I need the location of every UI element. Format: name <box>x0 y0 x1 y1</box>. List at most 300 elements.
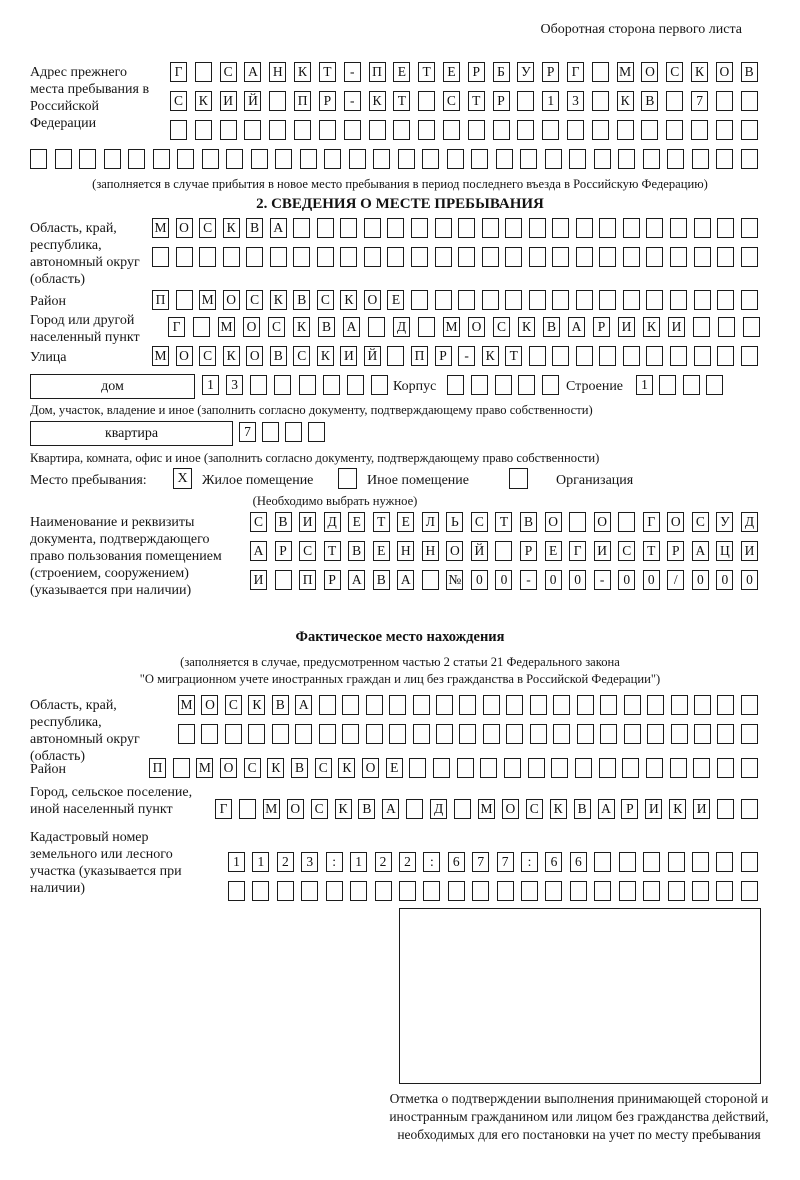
stay-type-checkbox-organization[interactable] <box>509 468 528 489</box>
char-box[interactable]: С <box>199 218 216 238</box>
char-box[interactable]: В <box>741 62 758 82</box>
char-box[interactable] <box>643 149 660 169</box>
char-box[interactable] <box>170 120 187 140</box>
char-box[interactable] <box>458 247 475 267</box>
char-box[interactable]: 0 <box>495 570 512 590</box>
char-box[interactable]: К <box>369 91 386 111</box>
char-box[interactable] <box>422 570 439 590</box>
char-box[interactable] <box>599 218 616 238</box>
char-box[interactable] <box>741 758 758 778</box>
char-box[interactable]: П <box>411 346 428 366</box>
char-box[interactable]: В <box>275 512 292 532</box>
char-box[interactable] <box>178 724 195 744</box>
char-box[interactable]: : <box>326 852 343 872</box>
char-box[interactable]: В <box>641 91 658 111</box>
char-box[interactable] <box>683 375 700 395</box>
char-box[interactable]: 1 <box>350 852 367 872</box>
char-box[interactable]: Т <box>393 91 410 111</box>
char-box[interactable] <box>694 290 711 310</box>
char-box[interactable] <box>447 149 464 169</box>
char-box[interactable]: Ь <box>446 512 463 532</box>
char-box[interactable] <box>576 218 593 238</box>
char-box[interactable] <box>495 375 512 395</box>
char-box[interactable] <box>458 290 475 310</box>
char-box[interactable]: В <box>520 512 537 532</box>
char-box[interactable] <box>520 149 537 169</box>
char-box[interactable] <box>716 149 733 169</box>
char-box[interactable]: Г <box>215 799 232 819</box>
char-box[interactable]: Р <box>324 570 341 590</box>
char-box[interactable]: С <box>246 290 263 310</box>
char-box[interactable]: М <box>152 346 169 366</box>
char-box[interactable] <box>716 91 733 111</box>
char-box[interactable] <box>670 247 687 267</box>
char-box[interactable] <box>592 91 609 111</box>
char-box[interactable]: О <box>246 346 263 366</box>
char-box[interactable]: М <box>263 799 280 819</box>
char-box[interactable] <box>295 724 312 744</box>
char-box[interactable]: С <box>311 799 328 819</box>
char-box[interactable] <box>202 149 219 169</box>
char-box[interactable] <box>225 724 242 744</box>
char-box[interactable] <box>552 218 569 238</box>
char-box[interactable] <box>641 120 658 140</box>
char-box[interactable]: М <box>152 218 169 238</box>
char-box[interactable]: / <box>667 570 684 590</box>
char-box[interactable] <box>398 149 415 169</box>
char-box[interactable] <box>671 695 688 715</box>
char-box[interactable] <box>741 218 758 238</box>
char-box[interactable] <box>319 695 336 715</box>
char-box[interactable]: В <box>358 799 375 819</box>
char-box[interactable] <box>670 218 687 238</box>
char-box[interactable]: М <box>443 317 460 337</box>
char-box[interactable] <box>716 120 733 140</box>
char-box[interactable] <box>223 247 240 267</box>
char-box[interactable]: О <box>176 218 193 238</box>
char-box[interactable]: Т <box>324 541 341 561</box>
char-box[interactable]: С <box>471 512 488 532</box>
char-box[interactable] <box>667 149 684 169</box>
char-box[interactable] <box>659 375 676 395</box>
char-box[interactable] <box>666 120 683 140</box>
char-box[interactable] <box>389 724 406 744</box>
char-box[interactable]: 3 <box>226 375 243 395</box>
char-box[interactable] <box>368 317 385 337</box>
char-box[interactable]: Р <box>593 317 610 337</box>
char-box[interactable]: 1 <box>636 375 653 395</box>
char-box[interactable] <box>497 881 514 901</box>
char-box[interactable] <box>482 247 499 267</box>
char-box[interactable]: К <box>223 218 240 238</box>
char-box[interactable]: Е <box>386 758 403 778</box>
char-box[interactable] <box>418 120 435 140</box>
char-box[interactable] <box>569 149 586 169</box>
char-box[interactable]: 1 <box>228 852 245 872</box>
char-box[interactable] <box>272 724 289 744</box>
char-box[interactable] <box>55 149 72 169</box>
char-box[interactable] <box>592 62 609 82</box>
char-box[interactable] <box>228 881 245 901</box>
char-box[interactable]: Н <box>397 541 414 561</box>
char-box[interactable] <box>393 120 410 140</box>
char-box[interactable]: К <box>293 317 310 337</box>
char-box[interactable] <box>293 218 310 238</box>
char-box[interactable]: Г <box>569 541 586 561</box>
char-box[interactable]: М <box>478 799 495 819</box>
char-box[interactable] <box>347 375 364 395</box>
char-box[interactable]: Р <box>542 62 559 82</box>
char-box[interactable] <box>471 149 488 169</box>
char-box[interactable]: М <box>199 290 216 310</box>
char-box[interactable] <box>741 346 758 366</box>
char-box[interactable] <box>599 758 616 778</box>
char-box[interactable] <box>317 247 334 267</box>
char-box[interactable] <box>411 218 428 238</box>
char-box[interactable]: - <box>520 570 537 590</box>
stay-type-checkbox-residential[interactable]: X <box>173 468 192 489</box>
char-box[interactable] <box>671 724 688 744</box>
char-box[interactable] <box>567 120 584 140</box>
char-box[interactable] <box>646 346 663 366</box>
char-box[interactable] <box>545 881 562 901</box>
char-box[interactable] <box>529 218 546 238</box>
char-box[interactable] <box>741 881 758 901</box>
char-box[interactable]: К <box>338 758 355 778</box>
char-box[interactable] <box>741 91 758 111</box>
char-box[interactable]: С <box>317 290 334 310</box>
char-box[interactable] <box>717 799 734 819</box>
char-box[interactable] <box>447 375 464 395</box>
char-box[interactable] <box>435 290 452 310</box>
char-box[interactable]: А <box>568 317 585 337</box>
char-box[interactable] <box>666 91 683 111</box>
char-box[interactable]: О <box>446 541 463 561</box>
char-box[interactable]: - <box>458 346 475 366</box>
char-box[interactable]: П <box>369 62 386 82</box>
char-box[interactable]: А <box>295 695 312 715</box>
char-box[interactable]: В <box>348 541 365 561</box>
char-box[interactable] <box>201 724 218 744</box>
char-box[interactable]: Р <box>468 62 485 82</box>
char-box[interactable]: И <box>220 91 237 111</box>
char-box[interactable]: О <box>468 317 485 337</box>
char-box[interactable]: У <box>517 62 534 82</box>
char-box[interactable]: С <box>268 317 285 337</box>
char-box[interactable] <box>275 149 292 169</box>
char-box[interactable] <box>324 149 341 169</box>
char-box[interactable] <box>30 149 47 169</box>
char-box[interactable] <box>482 218 499 238</box>
char-box[interactable]: 6 <box>545 852 562 872</box>
char-box[interactable] <box>624 695 641 715</box>
char-box[interactable]: К <box>270 290 287 310</box>
char-box[interactable] <box>505 290 522 310</box>
char-box[interactable] <box>691 120 708 140</box>
char-box[interactable]: К <box>482 346 499 366</box>
char-box[interactable] <box>483 724 500 744</box>
char-box[interactable]: Д <box>324 512 341 532</box>
char-box[interactable] <box>468 120 485 140</box>
char-box[interactable] <box>239 799 256 819</box>
char-box[interactable] <box>594 149 611 169</box>
char-box[interactable]: 1 <box>202 375 219 395</box>
char-box[interactable] <box>716 881 733 901</box>
char-box[interactable]: О <box>287 799 304 819</box>
char-box[interactable] <box>387 346 404 366</box>
char-box[interactable] <box>517 120 534 140</box>
char-box[interactable] <box>350 881 367 901</box>
char-box[interactable] <box>342 724 359 744</box>
char-box[interactable]: 0 <box>692 570 709 590</box>
char-box[interactable]: К <box>195 91 212 111</box>
char-box[interactable] <box>623 290 640 310</box>
char-box[interactable] <box>300 149 317 169</box>
char-box[interactable]: Г <box>567 62 584 82</box>
char-box[interactable] <box>250 375 267 395</box>
char-box[interactable] <box>576 346 593 366</box>
char-box[interactable]: В <box>574 799 591 819</box>
char-box[interactable] <box>369 120 386 140</box>
char-box[interactable] <box>411 290 428 310</box>
char-box[interactable] <box>692 852 709 872</box>
char-box[interactable]: О <box>362 758 379 778</box>
char-box[interactable] <box>422 149 439 169</box>
char-box[interactable] <box>599 290 616 310</box>
char-box[interactable]: Р <box>621 799 638 819</box>
char-box[interactable] <box>647 695 664 715</box>
char-box[interactable]: С <box>199 346 216 366</box>
char-box[interactable]: 1 <box>542 91 559 111</box>
char-box[interactable] <box>251 149 268 169</box>
char-box[interactable] <box>340 218 357 238</box>
char-box[interactable] <box>530 695 547 715</box>
char-box[interactable] <box>530 724 547 744</box>
char-box[interactable] <box>741 852 758 872</box>
char-box[interactable] <box>717 724 734 744</box>
char-box[interactable] <box>694 218 711 238</box>
char-box[interactable] <box>670 346 687 366</box>
char-box[interactable] <box>413 724 430 744</box>
char-box[interactable] <box>623 247 640 267</box>
char-box[interactable] <box>472 881 489 901</box>
char-box[interactable]: К <box>617 91 634 111</box>
char-box[interactable] <box>617 120 634 140</box>
char-box[interactable]: Г <box>643 512 660 532</box>
char-box[interactable] <box>694 695 711 715</box>
char-box[interactable]: М <box>218 317 235 337</box>
char-box[interactable] <box>670 758 687 778</box>
char-box[interactable]: - <box>344 91 361 111</box>
char-box[interactable] <box>323 375 340 395</box>
char-box[interactable]: Р <box>520 541 537 561</box>
char-box[interactable]: Г <box>168 317 185 337</box>
char-box[interactable] <box>326 881 343 901</box>
char-box[interactable] <box>269 120 286 140</box>
char-box[interactable] <box>741 290 758 310</box>
char-box[interactable]: 2 <box>399 852 416 872</box>
char-box[interactable] <box>409 758 426 778</box>
char-box[interactable]: Г <box>170 62 187 82</box>
char-box[interactable] <box>364 247 381 267</box>
char-box[interactable] <box>193 317 210 337</box>
char-box[interactable] <box>619 881 636 901</box>
char-box[interactable]: 2 <box>277 852 294 872</box>
char-box[interactable] <box>495 541 512 561</box>
char-box[interactable]: А <box>598 799 615 819</box>
char-box[interactable]: : <box>423 852 440 872</box>
char-box[interactable] <box>718 317 735 337</box>
char-box[interactable] <box>692 881 709 901</box>
char-box[interactable] <box>413 695 430 715</box>
char-box[interactable] <box>220 120 237 140</box>
char-box[interactable] <box>570 881 587 901</box>
char-box[interactable] <box>506 695 523 715</box>
char-box[interactable] <box>418 317 435 337</box>
char-box[interactable] <box>436 695 453 715</box>
char-box[interactable] <box>717 290 734 310</box>
char-box[interactable]: С <box>315 758 332 778</box>
char-box[interactable]: 7 <box>472 852 489 872</box>
char-box[interactable]: 2 <box>375 852 392 872</box>
char-box[interactable]: К <box>294 62 311 82</box>
char-box[interactable] <box>79 149 96 169</box>
char-box[interactable] <box>741 120 758 140</box>
char-box[interactable] <box>576 290 593 310</box>
char-box[interactable]: В <box>270 346 287 366</box>
char-box[interactable] <box>694 247 711 267</box>
char-box[interactable] <box>575 758 592 778</box>
char-box[interactable] <box>706 375 723 395</box>
char-box[interactable] <box>443 120 460 140</box>
char-box[interactable] <box>529 247 546 267</box>
char-box[interactable] <box>411 247 428 267</box>
char-box[interactable] <box>294 120 311 140</box>
char-box[interactable]: И <box>250 570 267 590</box>
char-box[interactable] <box>694 724 711 744</box>
char-box[interactable] <box>454 799 471 819</box>
char-box[interactable] <box>301 881 318 901</box>
char-box[interactable]: : <box>521 852 538 872</box>
char-box[interactable]: Б <box>493 62 510 82</box>
char-box[interactable] <box>406 799 423 819</box>
char-box[interactable]: Д <box>393 317 410 337</box>
char-box[interactable] <box>577 724 594 744</box>
char-box[interactable] <box>349 149 366 169</box>
char-box[interactable] <box>553 724 570 744</box>
char-box[interactable] <box>246 247 263 267</box>
char-box[interactable]: В <box>272 695 289 715</box>
char-box[interactable] <box>643 852 660 872</box>
char-box[interactable]: О <box>545 512 562 532</box>
char-box[interactable]: И <box>618 317 635 337</box>
char-box[interactable]: 1 <box>252 852 269 872</box>
char-box[interactable] <box>423 881 440 901</box>
char-box[interactable] <box>529 290 546 310</box>
char-box[interactable] <box>308 422 325 442</box>
char-box[interactable]: С <box>293 346 310 366</box>
char-box[interactable] <box>389 695 406 715</box>
char-box[interactable]: У <box>716 512 733 532</box>
char-box[interactable] <box>418 91 435 111</box>
char-box[interactable] <box>252 881 269 901</box>
char-box[interactable] <box>600 695 617 715</box>
char-box[interactable]: Р <box>493 91 510 111</box>
char-box[interactable]: П <box>149 758 166 778</box>
char-box[interactable]: Т <box>643 541 660 561</box>
char-box[interactable]: Т <box>418 62 435 82</box>
char-box[interactable] <box>195 120 212 140</box>
char-box[interactable]: И <box>645 799 662 819</box>
char-box[interactable]: Ц <box>716 541 733 561</box>
char-box[interactable]: К <box>317 346 334 366</box>
char-box[interactable] <box>387 247 404 267</box>
char-box[interactable] <box>176 290 193 310</box>
char-box[interactable]: А <box>270 218 287 238</box>
char-box[interactable] <box>299 375 316 395</box>
char-box[interactable] <box>505 247 522 267</box>
char-box[interactable] <box>153 149 170 169</box>
char-box[interactable]: О <box>716 62 733 82</box>
char-box[interactable]: С <box>618 541 635 561</box>
char-box[interactable] <box>459 695 476 715</box>
char-box[interactable] <box>693 758 710 778</box>
char-box[interactable]: С <box>170 91 187 111</box>
char-box[interactable] <box>670 290 687 310</box>
char-box[interactable]: - <box>594 570 611 590</box>
char-box[interactable] <box>496 149 513 169</box>
char-box[interactable] <box>717 218 734 238</box>
char-box[interactable] <box>387 218 404 238</box>
char-box[interactable]: О <box>223 290 240 310</box>
char-box[interactable] <box>569 512 586 532</box>
char-box[interactable] <box>741 724 758 744</box>
char-box[interactable]: А <box>692 541 709 561</box>
char-box[interactable] <box>716 852 733 872</box>
stay-type-checkbox-other[interactable] <box>338 468 357 489</box>
char-box[interactable] <box>668 852 685 872</box>
char-box[interactable]: Т <box>319 62 336 82</box>
char-box[interactable] <box>594 852 611 872</box>
char-box[interactable]: П <box>294 91 311 111</box>
char-box[interactable]: 0 <box>569 570 586 590</box>
char-box[interactable] <box>459 724 476 744</box>
char-box[interactable] <box>457 758 474 778</box>
char-box[interactable]: И <box>741 541 758 561</box>
char-box[interactable]: Е <box>373 541 390 561</box>
char-box[interactable] <box>552 247 569 267</box>
char-box[interactable] <box>373 149 390 169</box>
char-box[interactable] <box>176 247 193 267</box>
char-box[interactable]: О <box>594 512 611 532</box>
char-box[interactable]: В <box>543 317 560 337</box>
char-box[interactable] <box>521 881 538 901</box>
char-box[interactable] <box>647 724 664 744</box>
char-box[interactable] <box>436 724 453 744</box>
char-box[interactable] <box>623 218 640 238</box>
char-box[interactable]: О <box>220 758 237 778</box>
char-box[interactable] <box>599 346 616 366</box>
char-box[interactable] <box>622 758 639 778</box>
char-box[interactable] <box>741 149 758 169</box>
char-box[interactable] <box>226 149 243 169</box>
char-box[interactable]: И <box>668 317 685 337</box>
char-box[interactable] <box>458 218 475 238</box>
char-box[interactable]: К <box>267 758 284 778</box>
char-box[interactable] <box>618 512 635 532</box>
char-box[interactable]: 0 <box>471 570 488 590</box>
char-box[interactable] <box>173 758 190 778</box>
